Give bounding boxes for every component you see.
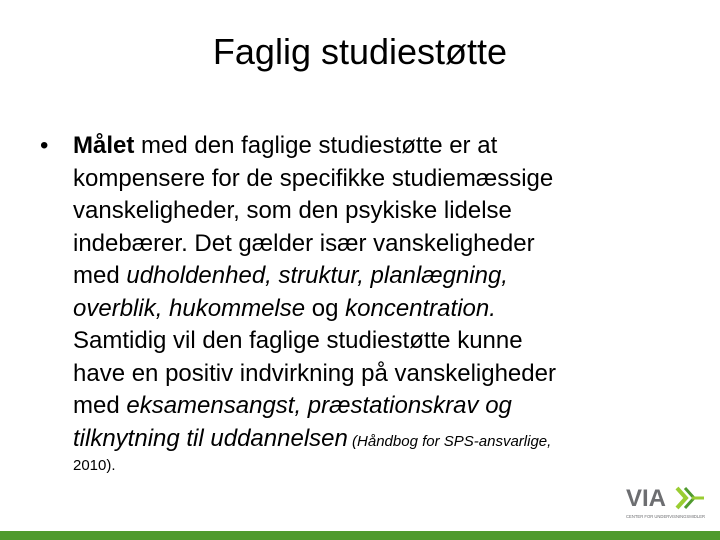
bold-text: Målet	[73, 132, 135, 159]
logo-text: VIA	[626, 485, 667, 512]
text-segment: med	[73, 262, 127, 289]
text-line	[73, 390, 695, 423]
text-line	[73, 260, 695, 293]
footer-bar	[0, 531, 720, 540]
text-segment: og	[305, 294, 346, 322]
text-segment: med den faglige studiestøtte er at	[134, 132, 498, 159]
citation-year: 2010).	[73, 457, 116, 474]
text-line	[73, 130, 695, 163]
text-line	[73, 293, 695, 326]
slide-title: Faglig studiestøtte	[212, 31, 508, 72]
via-logo	[626, 484, 706, 524]
bullet-text	[73, 130, 695, 477]
text-segment: have en positiv indvirkning på vanskeligheder	[73, 359, 556, 387]
italic-text: koncentration.	[345, 294, 496, 322]
via-logo-icon	[626, 484, 706, 524]
logo-x-mark	[677, 488, 704, 508]
italic-text: overblik, hukommelse	[73, 294, 306, 322]
logo-tagline: CENTER FOR UNDERVISNINGSMIDLER	[626, 514, 706, 519]
citation-text: (Håndbog for SPS-ansvarlige,	[347, 432, 552, 450]
bullet-symbol: •	[40, 132, 49, 159]
text-line	[73, 325, 695, 358]
italic-text: eksamensangst, præstationskrav og	[126, 392, 512, 419]
text-line	[73, 195, 695, 228]
italic-text: tilknytning til uddannelsen	[73, 424, 348, 452]
text-segment: med	[73, 392, 127, 419]
text-segment: vanskeligheder, som den psykiske lidelse	[73, 197, 512, 224]
text-line	[73, 423, 695, 456]
text-segment: Samtidig vil den faglige studiestøtte kunne	[73, 327, 523, 354]
text-line	[73, 228, 695, 261]
text-segment: kompensere for de specifikke studiemæssige	[73, 164, 554, 192]
text-segment: indebærer. Det gælder især vanskeligheder	[73, 229, 535, 257]
text-line	[73, 163, 695, 196]
text-line	[73, 358, 695, 391]
italic-text: udholdenhed, struktur, planlægning,	[126, 262, 508, 289]
